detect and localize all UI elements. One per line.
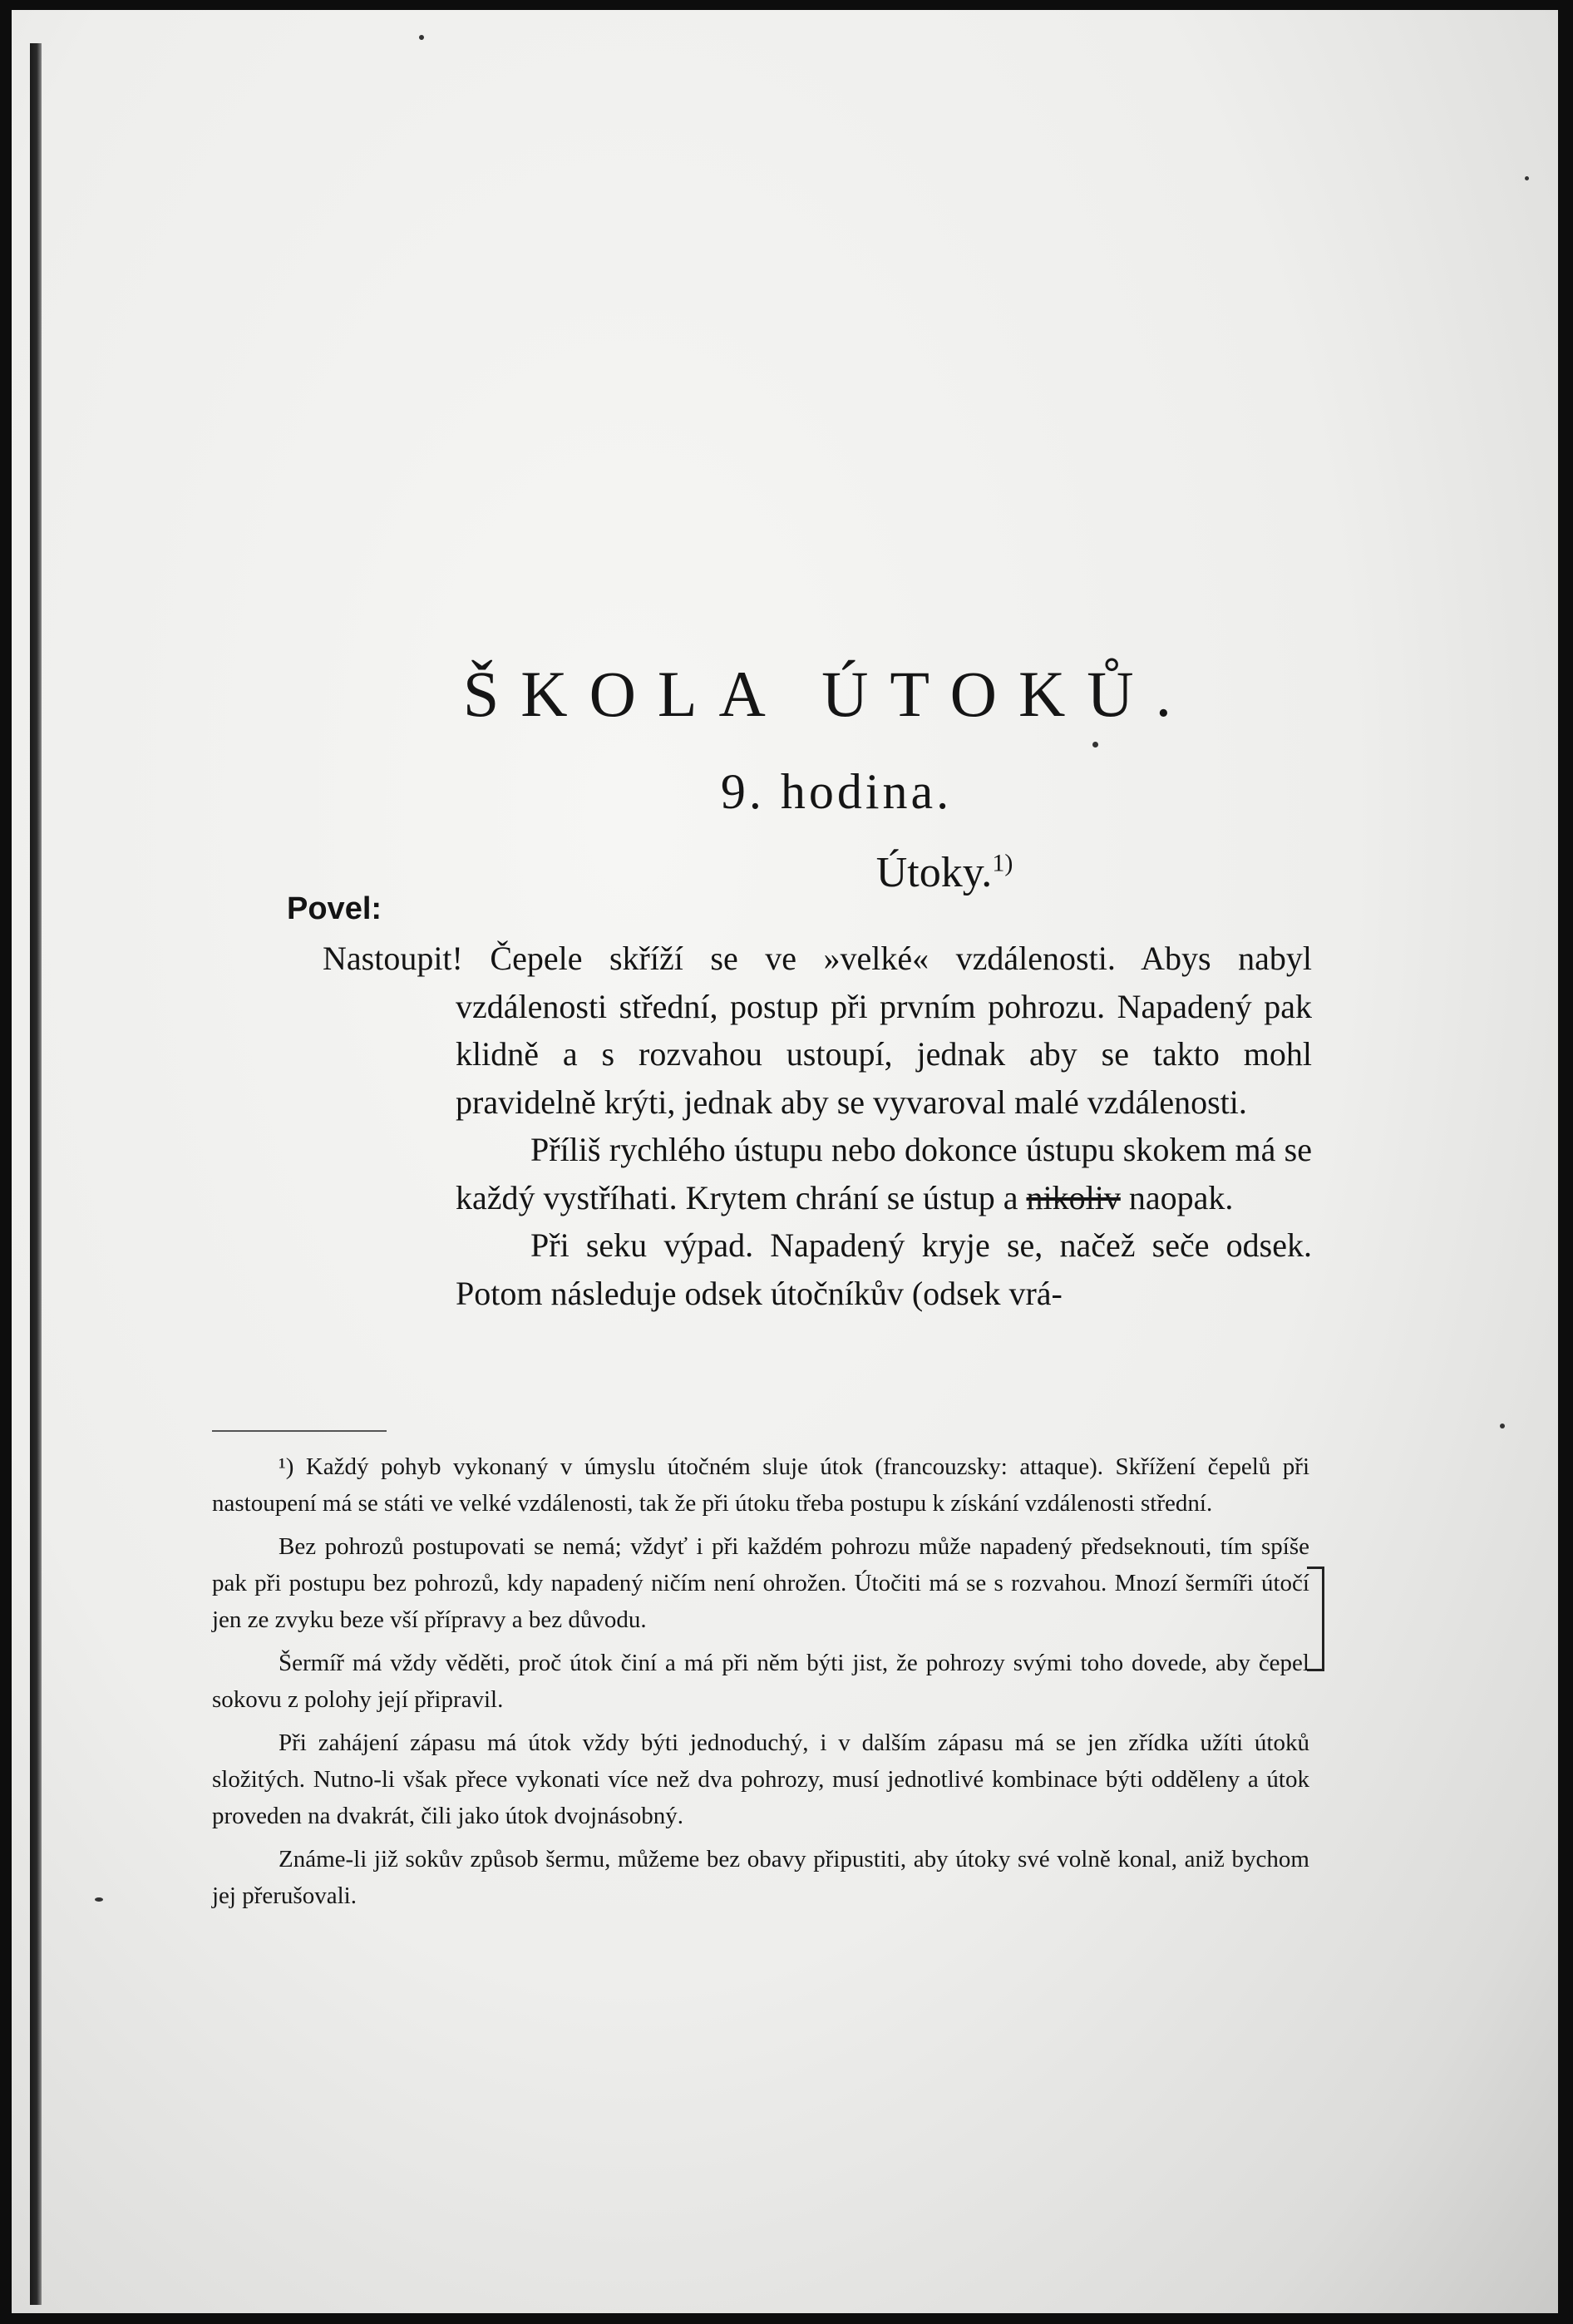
ink-speck bbox=[1500, 1424, 1505, 1428]
ink-speck bbox=[419, 35, 424, 40]
margin-bracket bbox=[1307, 1567, 1324, 1671]
body-text bbox=[323, 935, 1312, 1317]
ink-speck bbox=[1525, 176, 1529, 180]
footnote-divider bbox=[212, 1430, 387, 1432]
command-word: Nastoupit! bbox=[323, 940, 463, 977]
section-title bbox=[0, 848, 1573, 897]
main-title: ŠKOLA ÚTOKŮ. bbox=[462, 658, 1194, 730]
footnote-paragraph: Šermíř má vždy věděti, proč útok činí a má při něm býti jist, že pohrozy svými toho dovede, aby čepel sokovu z polohy její připravil. bbox=[212, 1650, 1309, 1713]
paragraph-1 bbox=[323, 935, 1312, 1126]
binding-edge bbox=[30, 43, 42, 2305]
footnotes bbox=[212, 1448, 1309, 1921]
command-label: Povel: bbox=[287, 891, 382, 926]
paragraph-2-end: naopak. bbox=[1120, 1178, 1234, 1216]
footnote-paragraph: Známe-li již sokův způsob šermu, můžeme bez obavy připustiti, aby útoky své volně konal, aniž bychom jej přerušovali. bbox=[212, 1846, 1309, 1909]
footnote-paragraph: ¹) Každý pohyb vykonaný v úmyslu útočném sluje útok (francouzsky: attaque). Skřížení čepelů při nastoupení má se státi ve velké vzdálenosti, tak že při útoku třeba postupu k získání vzdálenosti střední. bbox=[212, 1453, 1309, 1517]
paragraph-1-text: Čepele skříží se ve »velké« vzdálenosti. Abys nabyl vzdálenosti střední, postup při prvním pohrozu. Napadený pak klidně a s rozvahou ustoupí, jednak aby se takto mohl pravidelně krýti, jednak aby se vyvaroval malé vzdálenosti. bbox=[456, 940, 1312, 1121]
section-title-text: Útoky. bbox=[875, 849, 993, 896]
struck-word: nikoliv bbox=[1026, 1178, 1121, 1216]
ink-speck bbox=[1092, 742, 1098, 748]
paragraph-3: Při seku výpad. Napadený kryje se, načež seče odsek. Potom následuje odsek útočníkův (odsek vrá- bbox=[456, 1226, 1312, 1312]
footnote-paragraph: Při zahájení zápasu má útok vždy býti jednoduchý, i v dalším zápasu má se jen zřídka užíti útoků složitých. Nutno-li však přece vykonati více než dva pohrozy, musí jednotlivé kombinace býti odděleny a útok proveden na dvakrát, čili jako útok dvojnásobný. bbox=[212, 1729, 1309, 1829]
lesson-title: 9. hodina. bbox=[720, 764, 953, 819]
footnote-marker: 1) bbox=[992, 849, 1013, 877]
paragraph-2 bbox=[323, 1126, 1312, 1221]
footnote-paragraph: Bez pohrozů postupovati se nemá; vždyť i při každém pohrozu může napadený předseknouti, tím spíše pak při postupu bez pohrozů, kdy napadený ničím není ohrožen. Útočiti má se s rozvahou. Mnozí šermíři útočí jen ze zvyku beze vší přípravy a bez důvodu. bbox=[212, 1533, 1309, 1633]
paragraph-2-text: Příliš rychlého ústupu nebo dokonce ústupu skokem má se každý vystříhati. Krytem chrání se ústup a bbox=[456, 1131, 1312, 1216]
ink-speck bbox=[95, 1897, 103, 1902]
